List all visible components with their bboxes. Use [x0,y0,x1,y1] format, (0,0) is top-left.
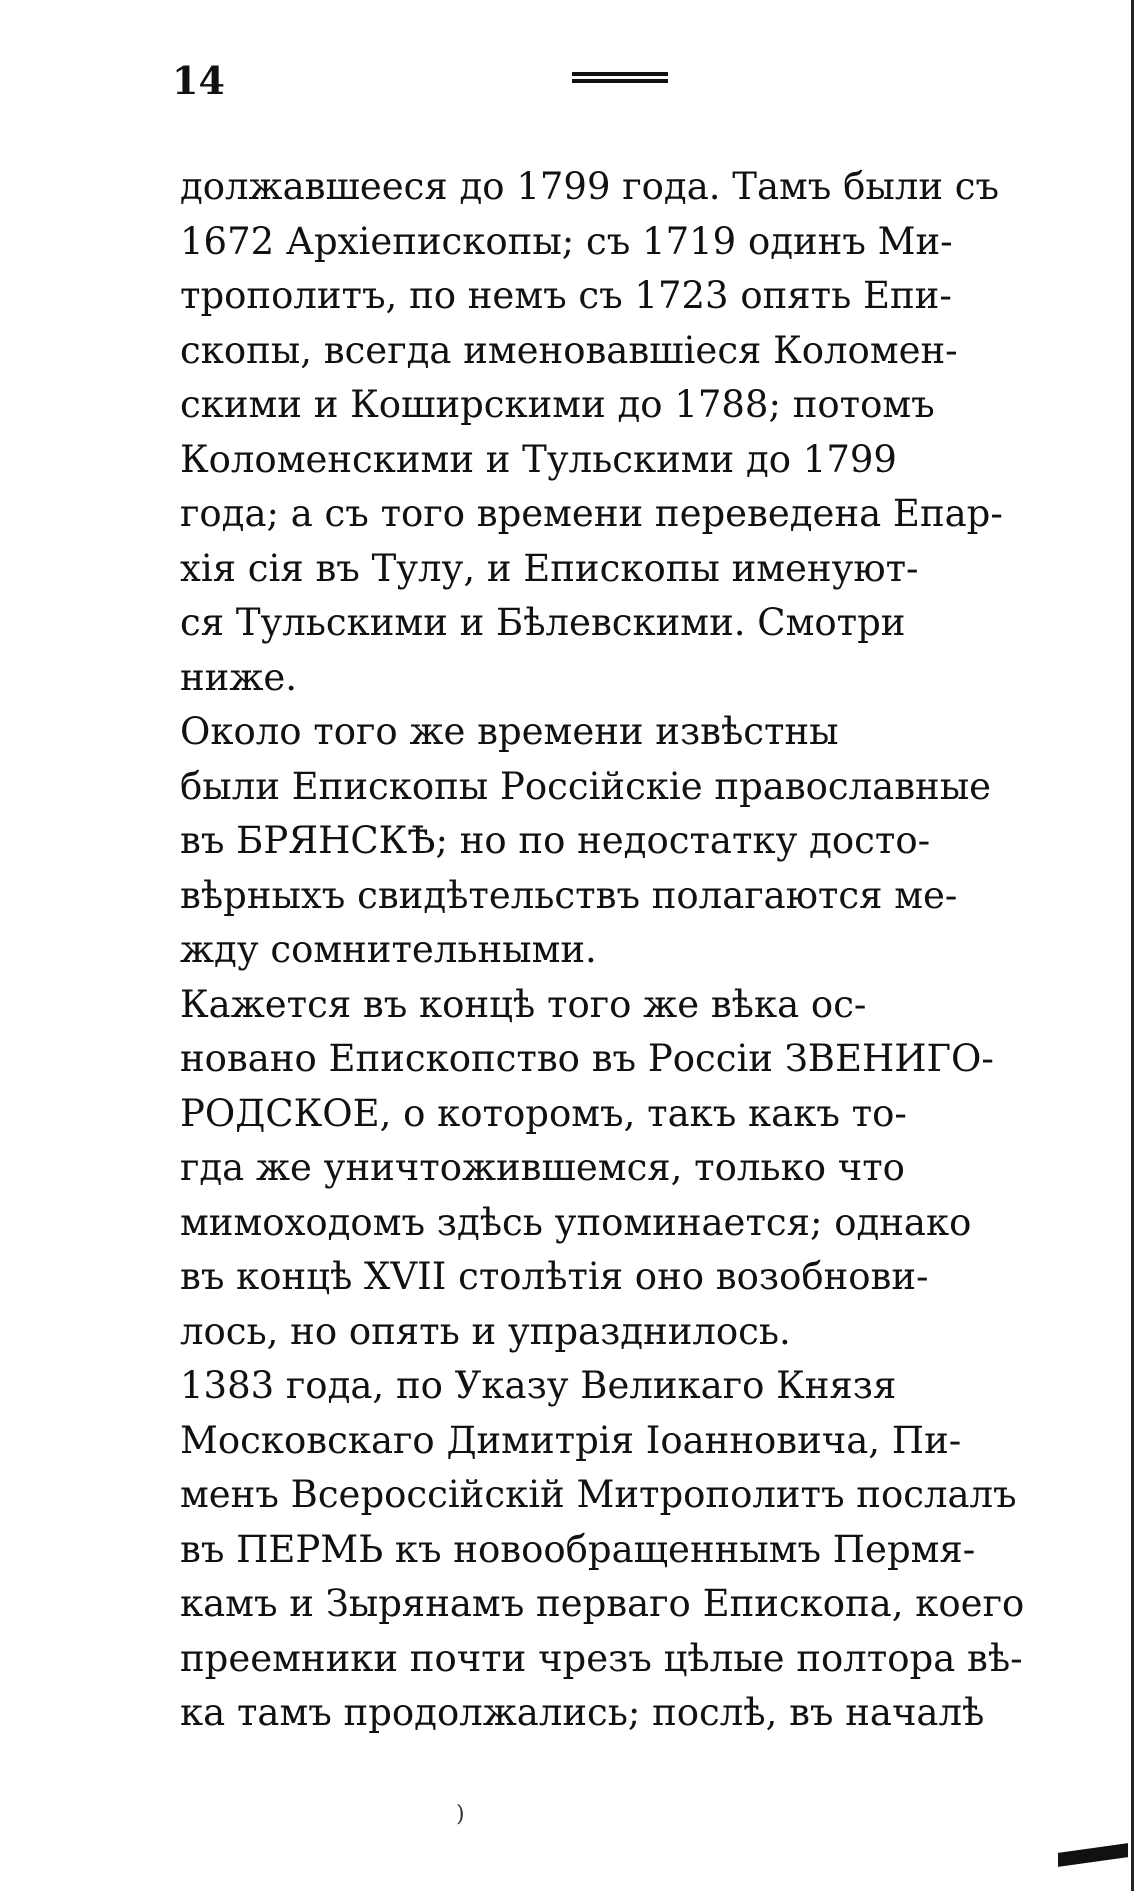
paragraph-4: 1383 года, по Указу Великаго Князя Московскаго Димитрія Іоанновича, Пи- менъ Всероссійскій Митрополитъ послалъ въ ПЕРМЬ къ новообращеннымъ Пермя- камъ и Зырянамъ перваго Епископа, коего преемники почти чрезъ цѣлые полтора вѣ- ка тамъ продолжались; послѣ, въ началѣ [180,1364,1025,1734]
paragraph-3: Кажется въ концѣ того же вѣка ос- новано Епископство въ Россіи ЗВЕНИГО- РОДСКОЕ, о которомъ, такъ какъ то- гда же уничтожившемся, только что мимоходомъ здѣсь упоминается; однако въ концѣ XVII столѣтія оно возобнови- лось, но опять и упразднилось. [180,982,994,1353]
paragraph-1: должавшееся до 1799 года. Тамъ были съ 1672 Архіепископы; съ 1719 одинъ Ми- трополитъ, по немъ съ 1723 опять Епи- скопы, всегда именовавшіеся Коломен- скими и Коширскими до 1788; потомъ Коломенскими и Тульскими до 1799 года; а съ того времени переведена Епар- хія сія въ Тулу, и Епископы именуют- ся Тульскими и Бѣлевскими. Смотри ниже. [180,165,1003,699]
page-edge-line [1131,0,1134,1891]
body-text [180,160,1080,1741]
corner-scan-mark [1058,1843,1128,1867]
paragraph-2: Около того же времени извѣстны были Епископы Россійскіе православные въ БРЯНСКѢ; но по недостатку досто- вѣрныхъ свидѣтельствъ полагаются ме- жду сомнительными. [180,710,992,971]
header-ornament-rule [572,72,668,88]
stray-print-mark: ) [456,1802,465,1827]
page-number: 14 [172,58,225,103]
